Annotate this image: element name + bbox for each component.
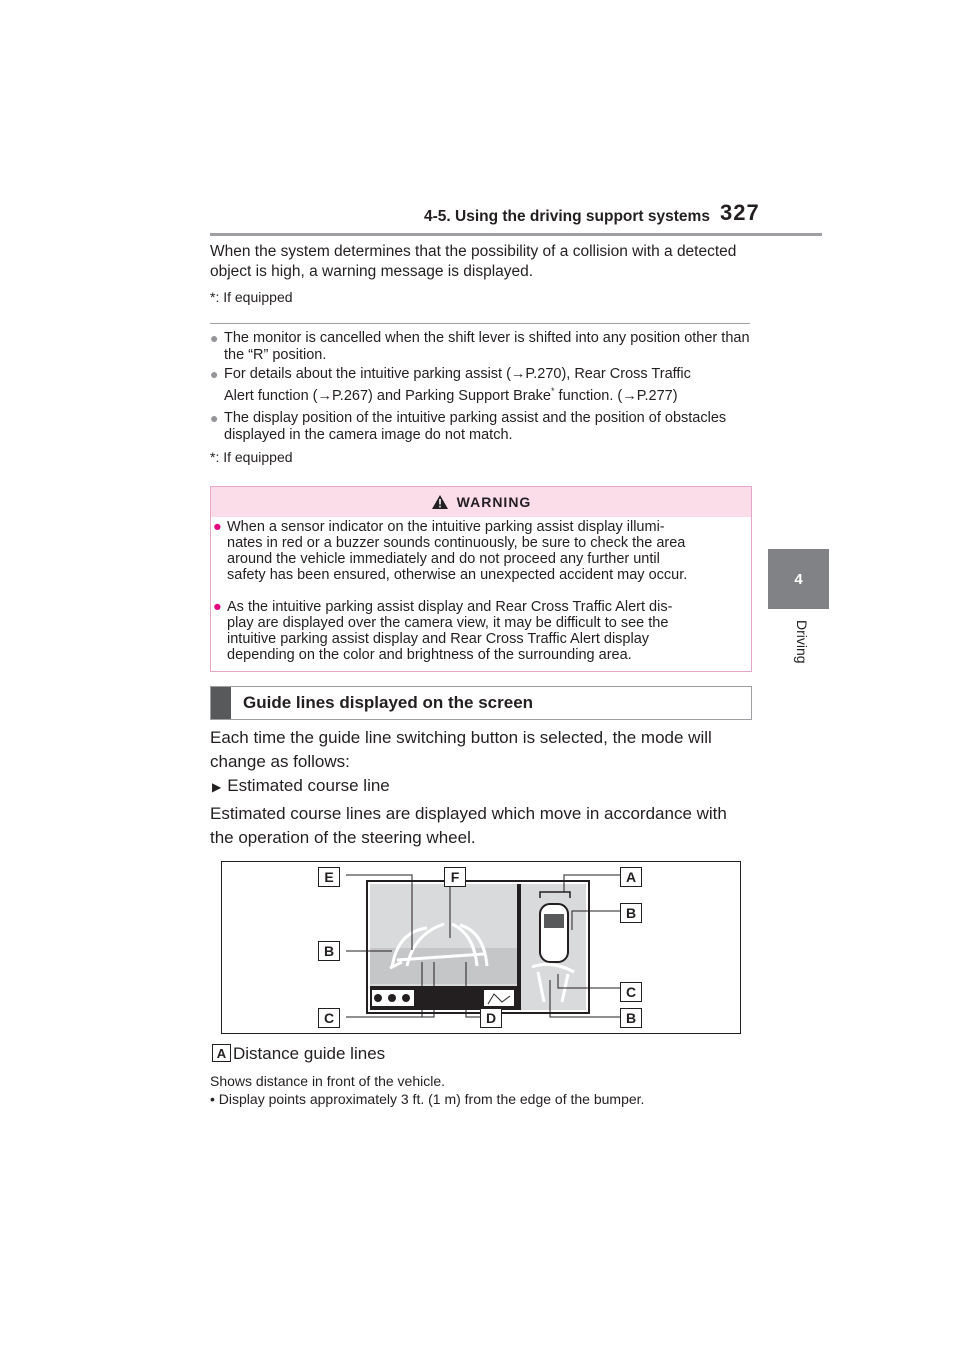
section-heading-title: Guide lines displayed on the screen — [243, 693, 534, 712]
bullet-dot-icon: ● — [210, 410, 219, 426]
note-text: The monitor is cancelled when the shift lever is shifted into any position other than the “R” position. — [224, 330, 750, 363]
note-item — [210, 330, 750, 364]
notes-rule — [210, 323, 750, 324]
warning-triangle-icon — [431, 494, 449, 510]
warning-item — [213, 519, 745, 583]
arrow-icon: → — [510, 366, 526, 382]
mode-description: Estimated course lines are displayed which move in accordance with the operation of the steering wheel. — [210, 804, 727, 847]
item-bullet: • Display points approximately 3 ft. (1 m) from the edge of the bumper. — [210, 1091, 645, 1107]
intro-footnote: *: If equipped — [210, 289, 293, 305]
callout-label-c: C — [318, 1008, 340, 1028]
bullet-dot-icon: ● — [210, 366, 219, 382]
bullet-dot-icon: ● — [213, 519, 222, 535]
callout-label-f: F — [444, 867, 466, 887]
section-heading — [210, 686, 752, 720]
warning-title: WARNING — [456, 494, 532, 510]
page-number: 327 — [720, 200, 760, 225]
note-item-references — [210, 366, 750, 405]
item-title: Distance guide lines — [233, 1044, 386, 1063]
callout-label-a: A — [620, 867, 642, 887]
callout-label-c: C — [620, 982, 642, 1002]
warning-item — [213, 599, 745, 663]
callout-label-e: E — [318, 867, 340, 887]
bullet-dot-icon: ● — [213, 599, 222, 615]
chapter-tab: 4 — [768, 549, 829, 609]
section-heading-marker — [211, 687, 231, 719]
section-header-title: 4-5. Using the driving support systems — [424, 208, 710, 225]
page-reference-link[interactable]: P.270), Rear Cross Traffic — [525, 366, 691, 382]
callout-label-b: B — [620, 1008, 642, 1028]
page-reference-link[interactable]: P.277) — [636, 387, 678, 404]
note-text: The display position of the intuitive parking assist and the position of obstacles displayed in the camera image do not match. — [224, 410, 727, 443]
item-letter-badge: A — [212, 1044, 231, 1062]
callout-label-b: B — [318, 941, 340, 961]
notes-footnote: *: If equipped — [210, 449, 293, 465]
note-text: For details about the intuitive parking assist (→P.270), Rear Cross Traffic Alert function (→P.267) and Parking Support Brake* function. (→P.277) — [224, 366, 691, 404]
triangle-bullet-icon: ▶ — [212, 780, 222, 794]
warning-header — [211, 487, 751, 517]
note-item — [210, 410, 750, 444]
warning-box — [210, 486, 752, 672]
item-description: Shows distance in front of the vehicle. — [210, 1073, 446, 1089]
arrow-icon: → — [317, 387, 332, 404]
mode-title: ▶ Estimated course line — [212, 776, 390, 795]
guide-lines-figure — [221, 861, 741, 1034]
callout-label-b: B — [620, 903, 642, 923]
warning-text: When a sensor indicator on the intuitive parking assist display illumi- nates in red or a buzzer sounds continuously, be sure to check the area around the vehicle immediately and do not proceed any further until safety has been ensured, otherwise an unexpected accident may occur. — [227, 519, 688, 583]
chapter-label: Driving — [794, 620, 810, 664]
warning-text: As the intuitive parking assist display and Rear Cross Traffic Alert dis- play are displayed over the camera view, it may be difficult to see the intuitive parking assist display and Rear Cross Traffic Alert display depending on the color and brightness of the surrounding area. — [227, 599, 673, 663]
section-intro: Each time the guide line switching button is selected, the mode will change as follows: — [210, 728, 712, 771]
header-rule — [210, 233, 822, 236]
page-reference-link[interactable]: P.267) and Parking Support Brake — [332, 387, 551, 404]
arrow-icon: → — [622, 387, 637, 404]
intro-text: When the system determines that the possibility of a collision with a detected object is high, a warning message is displayed. — [210, 243, 737, 280]
bullet-dot-icon: ● — [210, 330, 219, 346]
callout-label-d: D — [480, 1008, 502, 1028]
